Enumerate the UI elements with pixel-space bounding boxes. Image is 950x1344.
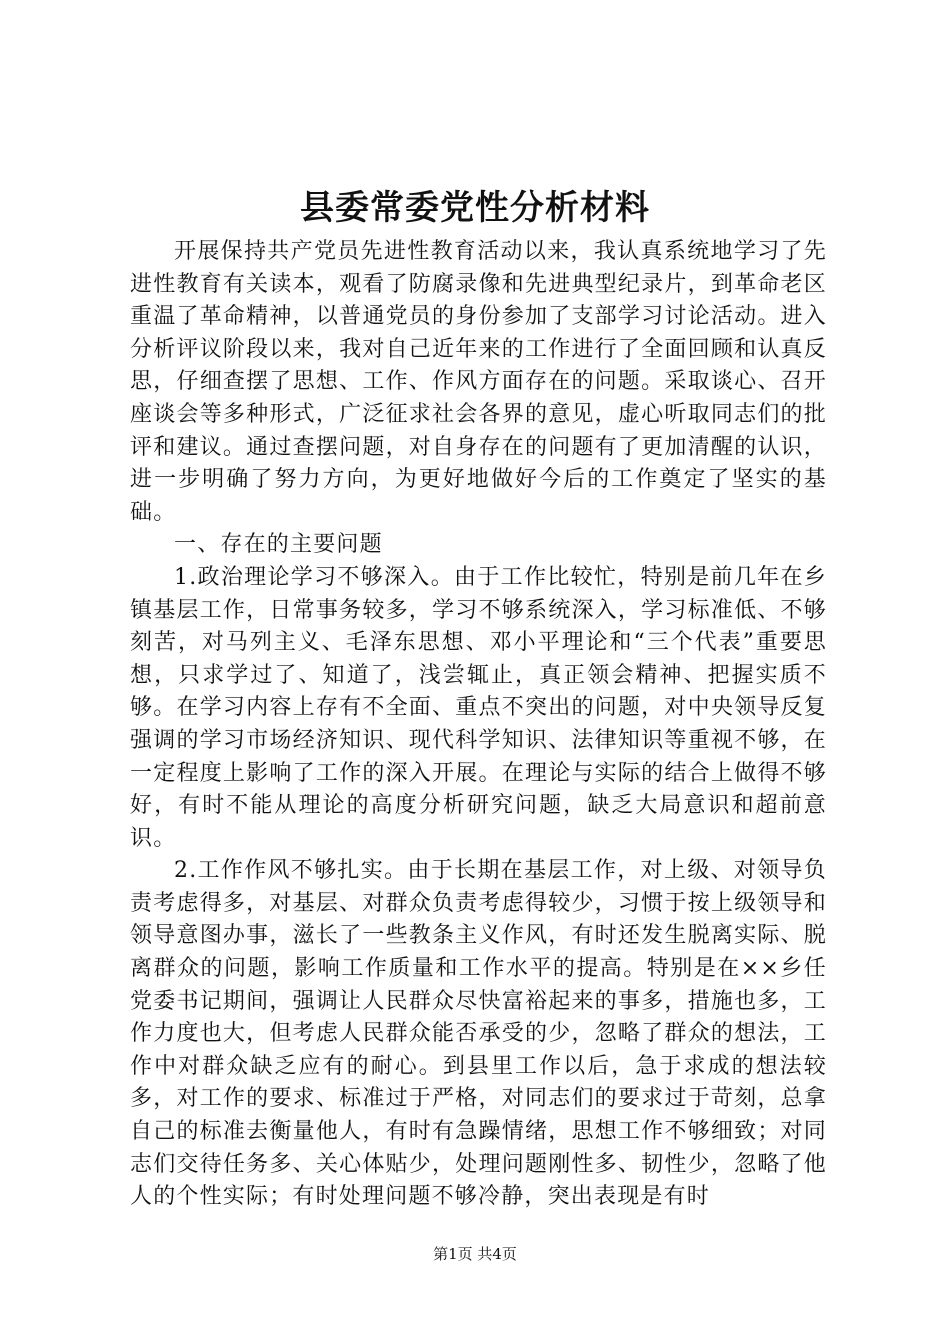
paragraph-intro: 开展保持共产党员先进性教育活动以来，我认真系统地学习了先进性教育有关读本，观看了防腐录像和先进典型纪录片，到革命老区重温了革命精神，以普通党员的身份参加了支部学习讨论活动。进入分析评议阶段以来，我对自己近年来的工作进行了全面回顾和认真反思，仔细查摆了思想、工作、作风方面存在的问题。采取谈心、召开座谈会等多种形式，广泛征求社会各界的意见，虚心听取同志们的批评和建议。通过查摆问题，对自身存在的问题有了更加清醒的认识，进一步明确了努力方向，为更好地做好今后的工作奠定了坚实的基础。 <box>130 239 827 525</box>
page-footer: 第1页 共4页 <box>433 1245 517 1263</box>
section-heading-main-problems: 一、存在的主要问题 <box>174 532 383 558</box>
paragraph-problem-2: 2.工作作风不够扎实。由于长期在基层工作，对上级、对领导负责考虑得多，对基层、对群众负责考虑得较少，习惯于按上级领导和领导意图办事，滋长了一些教条主义作风，有时还发生脱离实际、脱离群众的问题，影响工作质量和工作水平的提高。特别是在××乡任党委书记期间，强调让人民群众尽快富裕起来的事多，措施也多，工作力度也大，但考虑人民群众能否承受的少，忽略了群众的想法，工作中对群众缺乏应有的耐心。到县里工作以后，急于求成的想法较多，对工作的要求、标准过于严格，对同志们的要求过于苛刻，总拿自己的标准去衡量他人，有时有急躁情绪，思想工作不够细致；对同志们交待任务多、关心体贴少，处理问题刚性多、韧性少，忽略了他人的个性实际；有时处理问题不够冷静，突出表现是有时 <box>130 858 827 1210</box>
document-title: 县委常委党性分析材料 <box>300 188 650 228</box>
document-body <box>130 236 827 1214</box>
paragraph-problem-1: 1.政治理论学习不够深入。由于工作比较忙，特别是前几年在乡镇基层工作，日常事务较多，学习不够系统深入，学习标准低、不够刻苦，对马列主义、毛泽东思想、邓小平理论和“三个代表”重要思想，只求学过了、知道了，浅尝辄止，真正领会精神、把握实质不够。在学习内容上存有不全面、重点不突出的问题，对中央领导反复强调的学习市场经济知识、现代科学知识、法律知识等重视不够，在一定程度上影响了工作的深入开展。在理论与实际的结合上做得不够好，有时不能从理论的高度分析研究问题，缺乏大局意识和超前意识。 <box>130 564 827 851</box>
